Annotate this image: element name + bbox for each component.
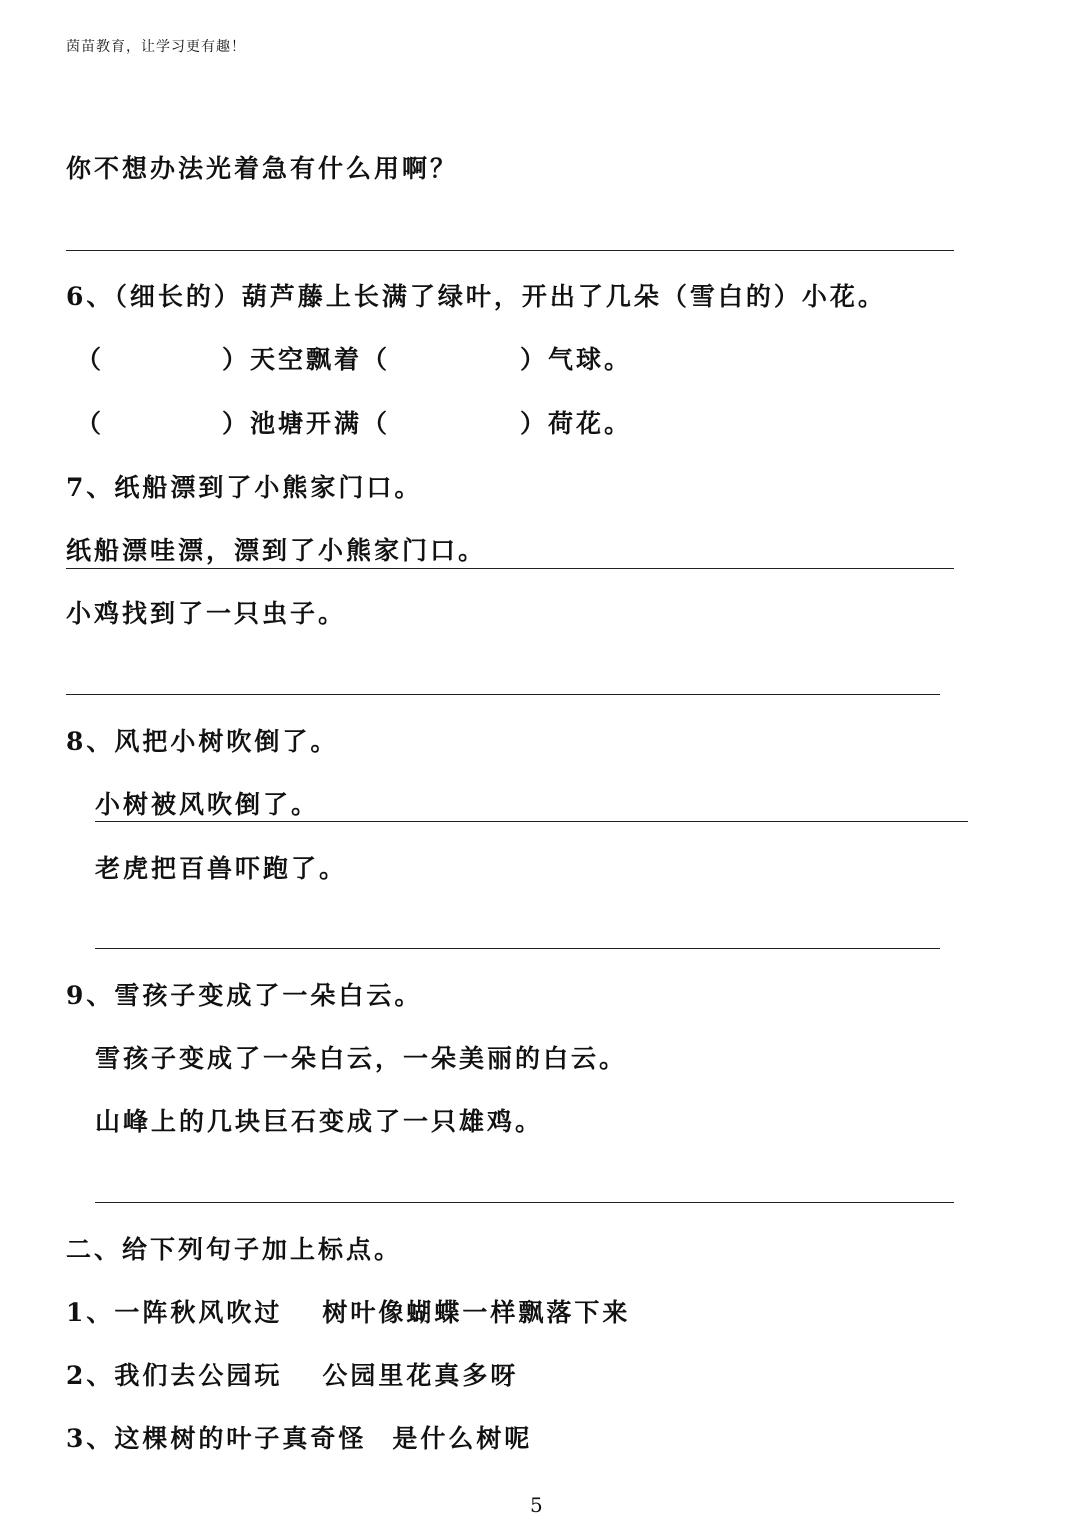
q6-row1-open: （ [76, 345, 105, 374]
q6-row2 [76, 407, 632, 441]
q6-row1 [76, 343, 632, 377]
page-header: 茵苗教育，让学习更有趣！ [66, 39, 246, 55]
q6-row1-end: ）气球。 [520, 345, 633, 374]
q9-answer-line[interactable] [95, 1202, 954, 1203]
q5-prompt: 你不想办法光着急有什么用啊？ [66, 154, 459, 183]
q8-example-answer: 小树被风吹倒了。 [95, 790, 320, 819]
section2-item-2-b: 公园里花真多呀 [322, 1361, 519, 1390]
page-number: 5 [530, 1493, 543, 1517]
q8-example-underline [95, 821, 968, 822]
section2-title: 二、给下列句子加上标点。 [66, 1235, 403, 1264]
section2-item-2 [66, 1359, 518, 1393]
q5-answer-line[interactable] [66, 250, 954, 251]
q7-answer-line[interactable] [66, 694, 940, 695]
q9-example-answer: 雪孩子变成了一朵白云，一朵美丽的白云。 [95, 1044, 628, 1073]
q7-example-answer: 纸船漂哇漂，漂到了小熊家门口。 [66, 536, 487, 565]
section2-item-3-b: 是什么树呢 [392, 1424, 533, 1453]
section2-item-3 [66, 1422, 532, 1456]
q6-row2-end: ）荷花。 [520, 409, 633, 438]
q6-row2-open: （ [76, 409, 105, 438]
q8-answer-line[interactable] [95, 948, 940, 949]
q6-row1-mid: ）天空飘着（ [222, 345, 391, 374]
q6-row2-mid: ）池塘开满（ [222, 409, 391, 438]
section2-item-1-b: 树叶像蝴蝶一样飘落下来 [322, 1298, 631, 1327]
q6-example: 6、（细长的）葫芦藤上长满了绿叶，开出了几朵（雪白的）小花。 [66, 282, 886, 311]
section2-item-1 [66, 1296, 630, 1330]
section2-item-3-a: 3、这棵树的叶子真奇怪 [66, 1424, 367, 1453]
section2-item-1-a: 1、一阵秋风吹过 [66, 1298, 283, 1327]
q8-prompt: 老虎把百兽吓跑了。 [95, 854, 348, 883]
q9-prompt: 山峰上的几块巨石变成了一只雄鸡。 [95, 1107, 544, 1136]
q7-example: 7、纸船漂到了小熊家门口。 [66, 473, 423, 502]
section2-item-2-a: 2、我们去公园玩 [66, 1361, 283, 1390]
q8-example: 8、风把小树吹倒了。 [66, 727, 339, 756]
q7-prompt: 小鸡找到了一只虫子。 [66, 599, 347, 628]
q9-example: 9、雪孩子变成了一朵白云。 [66, 981, 423, 1010]
q7-example-underline [66, 568, 954, 569]
